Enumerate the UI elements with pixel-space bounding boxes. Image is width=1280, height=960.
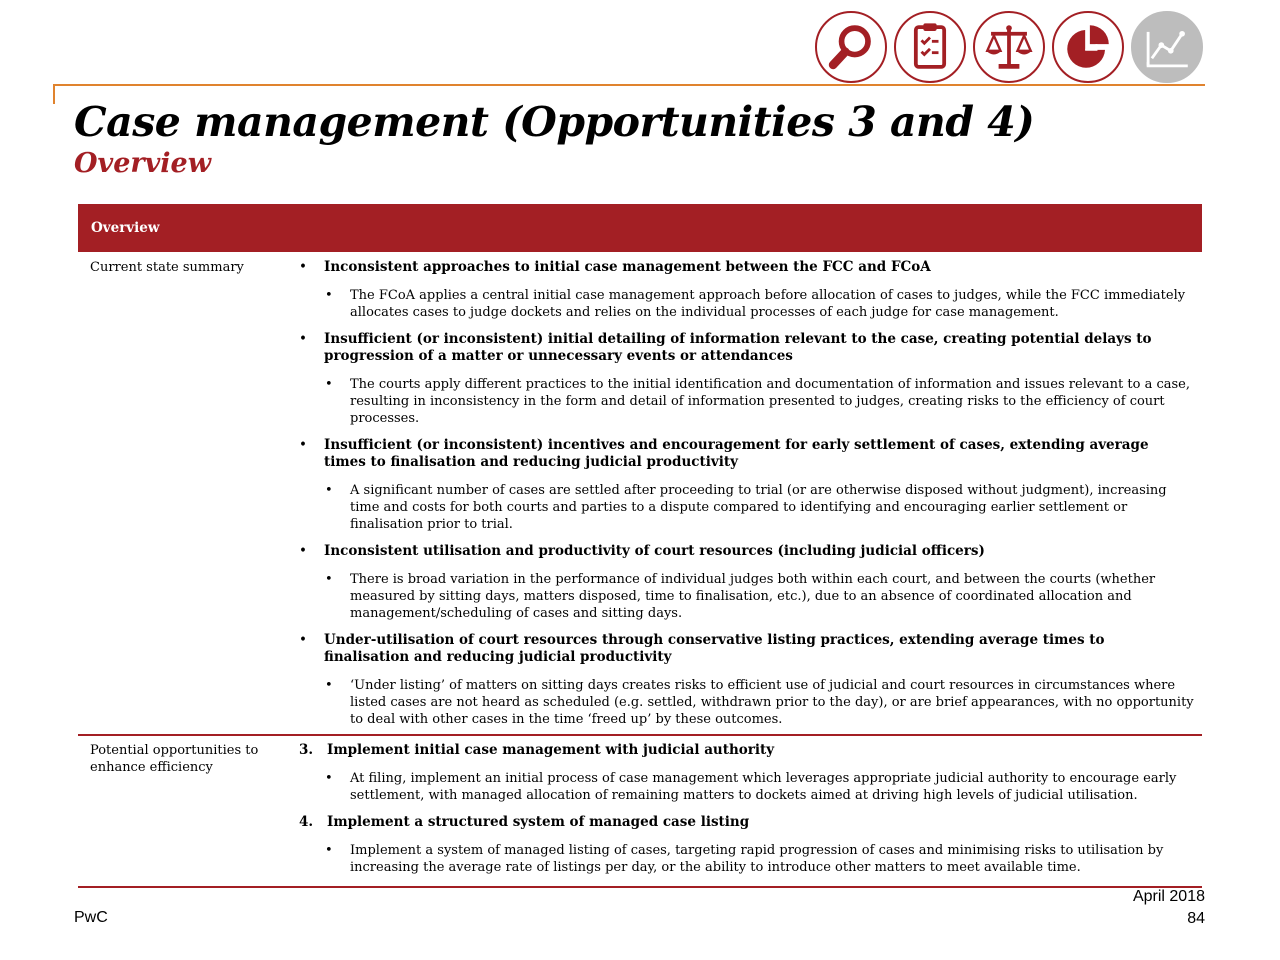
item-heading: Insufficient (or inconsistent) initial detailing of information relevant to the case, creating potential delays to progression of a matter or unnecessary events or attendances	[324, 331, 1152, 364]
magnifier-icon[interactable]	[815, 11, 887, 83]
footer-brand: PwC	[74, 909, 108, 926]
footer-date: April 2018	[1132, 888, 1205, 905]
bullet-marker: •	[299, 543, 307, 559]
row-label: Current state summary	[90, 260, 244, 275]
sub-item	[286, 376, 1194, 427]
item-detail: At filing, implement an initial process of case management which leverages appropriate judicial authority to encourage early settlement, with managed allocation of remaining matters to dockets aimed at driving high levels of judicial utilisation.	[350, 771, 1177, 803]
table-row-current-state	[78, 252, 1202, 736]
item-detail: Implement a system of managed listing of cases, targeting rapid progression of cases and minimising risks to utilisation by increasing the average rate of listings per day, or the ability to introduce other matters to meet available time.	[350, 843, 1164, 875]
table-header: Overview	[78, 204, 1202, 252]
item-heading: Inconsistent approaches to initial case management between the FCC and FCoA	[324, 259, 931, 275]
sub-bullet-marker: •	[325, 288, 333, 303]
list-item	[286, 437, 1194, 471]
item-detail: ‘Under listing’ of matters on sitting days creates risks to efficient use of judicial and court resources in circumstances where listed cases are not heard as scheduled (e.g. settled, withdrawn prior to the day), or are brief appearances, with no opportunity to deal with other cases in the time ‘freed up’ by these outcomes.	[350, 678, 1194, 727]
sub-item	[286, 770, 1194, 804]
list-item	[286, 259, 1194, 276]
sub-bullet-marker: •	[325, 572, 333, 587]
frame-line-left	[53, 84, 55, 104]
pie-chart-icon[interactable]	[1052, 11, 1124, 83]
sub-bullet-marker: •	[325, 483, 333, 498]
scales-icon[interactable]	[973, 11, 1045, 83]
list-item	[286, 742, 1194, 759]
overview-table	[78, 204, 1202, 888]
item-detail: The FCoA applies a central initial case management approach before allocation of cases to judges, while the FCC immediately allocates cases to judge dockets and relies on the individual processes of each judge for case management.	[350, 288, 1186, 320]
list-item	[286, 814, 1194, 831]
sub-bullet-marker: •	[325, 771, 333, 786]
item-heading: Implement a structured system of managed case listing	[327, 814, 750, 830]
sub-bullet-marker: •	[325, 377, 333, 392]
page-title: Case management (Opportunities 3 and 4)	[74, 98, 1035, 146]
list-item	[286, 632, 1194, 666]
item-detail: The courts apply different practices to the initial identification and documentation of information and issues relevant to a case, resulting in inconsistency in the form and detail of information presented to judges, creating risks to the efficiency of court processes.	[350, 377, 1190, 426]
clipboard-checklist-icon[interactable]	[894, 11, 966, 83]
sub-item	[286, 842, 1194, 876]
page-number: 84	[1187, 910, 1205, 927]
table-row-opportunities	[78, 736, 1202, 888]
item-heading: Implement initial case management with judicial authority	[327, 742, 775, 758]
sub-item	[286, 677, 1194, 728]
item-detail: There is broad variation in the performance of individual judges both within each court, and between the courts (whether measured by sitting days, matters disposed, time to finalisation, etc.), due to an absence of coordinated allocation and management/scheduling of cases and sitting days.	[350, 572, 1156, 621]
bullet-marker: •	[299, 632, 307, 648]
item-heading: Insufficient (or inconsistent) incentives and encouragement for early settlement of cases, extending average times to finalisation and reducing judicial productivity	[324, 437, 1149, 470]
sub-bullet-marker: •	[325, 678, 333, 693]
list-item	[286, 543, 1194, 560]
line-chart-icon[interactable]	[1131, 11, 1203, 83]
row-content	[286, 742, 1202, 876]
list-item	[286, 331, 1194, 365]
page-subtitle: Overview	[74, 148, 211, 179]
bullet-marker: •	[299, 331, 307, 347]
sub-item	[286, 571, 1194, 622]
row-label: Potential opportunities to enhance efficiency	[90, 743, 259, 775]
item-heading: Inconsistent utilisation and productivity of court resources (including judicial officers)	[324, 543, 985, 559]
bullet-marker: •	[299, 259, 307, 275]
section-nav-icons	[815, 11, 1207, 87]
item-detail: A significant number of cases are settled after proceeding to trial (or are otherwise disposed without judgment), increasing time and costs for both courts and parties to a dispute compared to identifying and encouraging earlier settlement or finalisation prior to trial.	[350, 483, 1167, 532]
sub-bullet-marker: •	[325, 843, 333, 858]
number-marker: 4.	[299, 814, 314, 830]
sub-item	[286, 287, 1194, 321]
item-heading: Under-utilisation of court resources through conservative listing practices, extending average times to finalisation and reducing judicial productivity	[324, 632, 1105, 665]
row-content	[286, 259, 1202, 728]
number-marker: 3.	[299, 742, 314, 758]
bullet-marker: •	[299, 437, 307, 453]
sub-item	[286, 482, 1194, 533]
footer-meta	[1133, 886, 1205, 930]
